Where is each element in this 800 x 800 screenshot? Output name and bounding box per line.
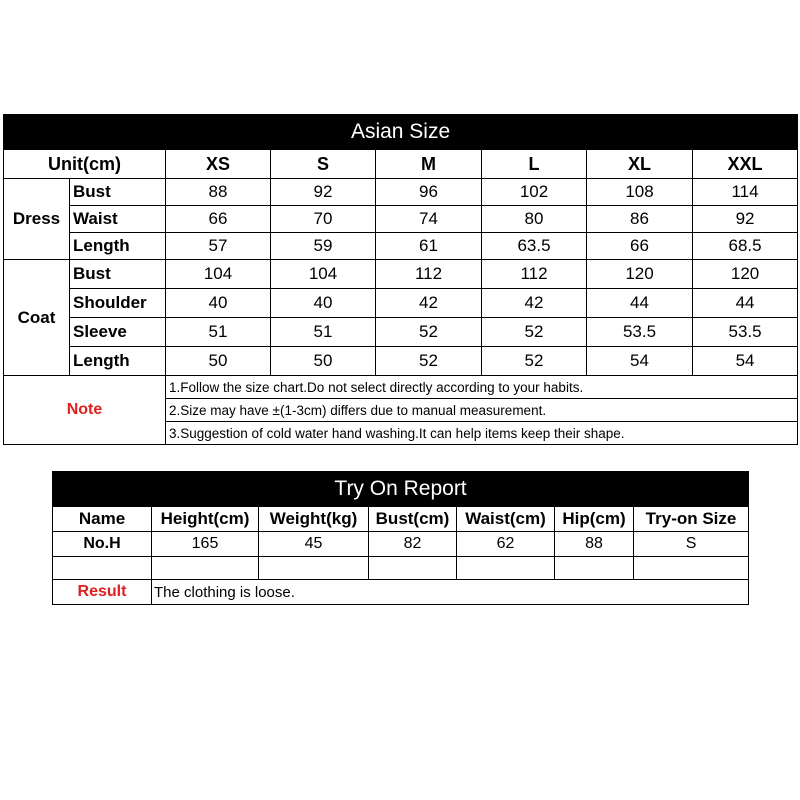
empty-row (53, 557, 749, 580)
dress-length-row (4, 233, 798, 260)
measure-label: Waist (70, 206, 166, 233)
size-value: 80 (482, 206, 587, 233)
model-weight: 45 (259, 532, 369, 557)
size-header-m: M (376, 150, 482, 179)
empty-cell (152, 557, 259, 580)
size-value: 104 (271, 260, 376, 289)
header-try-on-size: Try-on Size (634, 507, 749, 532)
measure-label: Bust (70, 260, 166, 289)
measure-label: Length (70, 233, 166, 260)
dress-waist-row (4, 206, 798, 233)
size-value: 88 (166, 179, 271, 206)
size-value: 68.5 (693, 233, 798, 260)
empty-cell (259, 557, 369, 580)
coat-bust-row (4, 260, 798, 289)
size-value: 51 (271, 318, 376, 347)
size-value: 96 (376, 179, 482, 206)
try-on-report-table (52, 471, 749, 605)
measure-label: Length (70, 347, 166, 376)
size-value: 40 (271, 289, 376, 318)
model-waist: 62 (457, 532, 555, 557)
size-value: 74 (376, 206, 482, 233)
empty-cell (634, 557, 749, 580)
result-label: Result (53, 580, 152, 605)
size-value: 112 (376, 260, 482, 289)
size-value: 63.5 (482, 233, 587, 260)
size-value: 44 (693, 289, 798, 318)
measure-label: Shoulder (70, 289, 166, 318)
size-value: 92 (271, 179, 376, 206)
size-chart-title: Asian Size (4, 115, 798, 150)
measure-label: Sleeve (70, 318, 166, 347)
empty-cell (555, 557, 634, 580)
size-value: 42 (376, 289, 482, 318)
size-value: 53.5 (587, 318, 693, 347)
empty-cell (53, 557, 152, 580)
size-header-xs: XS (166, 150, 271, 179)
size-value: 104 (166, 260, 271, 289)
note-label: Note (4, 376, 166, 445)
note-text-2: 2.Size may have ±(1-3cm) differs due to manual measurement. (166, 399, 798, 422)
try-on-title: Try On Report (53, 472, 749, 507)
size-value: 42 (482, 289, 587, 318)
size-value: 53.5 (693, 318, 798, 347)
size-header-xl: XL (587, 150, 693, 179)
size-value: 54 (693, 347, 798, 376)
size-value: 57 (166, 233, 271, 260)
size-value: 66 (166, 206, 271, 233)
model-height: 165 (152, 532, 259, 557)
coat-sleeve-row (4, 318, 798, 347)
size-value: 86 (587, 206, 693, 233)
measure-label: Bust (70, 179, 166, 206)
note-text-3: 3.Suggestion of cold water hand washing.It can help items keep their shape. (166, 422, 798, 445)
header-waist: Waist(cm) (457, 507, 555, 532)
size-value: 52 (482, 347, 587, 376)
size-value: 52 (482, 318, 587, 347)
size-value: 112 (482, 260, 587, 289)
size-value: 120 (693, 260, 798, 289)
model-try-on-size: S (634, 532, 749, 557)
dress-bust-row (4, 179, 798, 206)
model-bust: 82 (369, 532, 457, 557)
header-bust: Bust(cm) (369, 507, 457, 532)
unit-label: Unit(cm) (4, 150, 166, 179)
empty-cell (369, 557, 457, 580)
header-height: Height(cm) (152, 507, 259, 532)
size-value: 44 (587, 289, 693, 318)
size-value: 108 (587, 179, 693, 206)
result-text: The clothing is loose. (152, 580, 749, 605)
header-weight: Weight(kg) (259, 507, 369, 532)
size-value: 66 (587, 233, 693, 260)
size-value: 61 (376, 233, 482, 260)
size-header-l: L (482, 150, 587, 179)
empty-cell (457, 557, 555, 580)
size-value: 52 (376, 318, 482, 347)
size-value: 114 (693, 179, 798, 206)
size-value: 52 (376, 347, 482, 376)
size-value: 40 (166, 289, 271, 318)
size-value: 70 (271, 206, 376, 233)
note-text-1: 1.Follow the size chart.Do not select directly according to your habits. (166, 376, 798, 399)
coat-shoulder-row (4, 289, 798, 318)
model-name: No.H (53, 532, 152, 557)
header-name: Name (53, 507, 152, 532)
size-value: 50 (271, 347, 376, 376)
size-header-xxl: XXL (693, 150, 798, 179)
size-value: 50 (166, 347, 271, 376)
size-value: 54 (587, 347, 693, 376)
group-label-dress: Dress (4, 179, 70, 260)
size-value: 59 (271, 233, 376, 260)
size-value: 51 (166, 318, 271, 347)
size-chart-table (3, 114, 798, 445)
size-value: 92 (693, 206, 798, 233)
group-label-coat: Coat (4, 260, 70, 376)
size-value: 120 (587, 260, 693, 289)
coat-length-row (4, 347, 798, 376)
size-header-s: S (271, 150, 376, 179)
header-hip: Hip(cm) (555, 507, 634, 532)
model-hip: 88 (555, 532, 634, 557)
size-value: 102 (482, 179, 587, 206)
try-on-data-row (53, 532, 749, 557)
